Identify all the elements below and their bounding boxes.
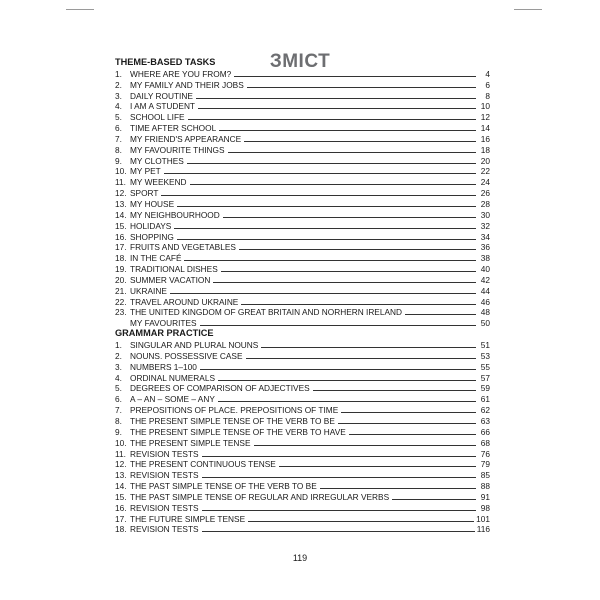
toc-entry-number: 6. <box>115 123 122 134</box>
page-number: 119 <box>292 553 308 563</box>
toc-leader-line <box>213 282 476 283</box>
toc-entry-title: THE PRESENT SIMPLE TENSE <box>130 437 251 448</box>
toc-leader-line <box>177 239 476 240</box>
toc-entry-number: 8. <box>115 416 122 426</box>
toc-leader-line <box>198 108 476 109</box>
toc-entry-number: 7. <box>115 405 122 416</box>
page-title: ЗМІСТ <box>269 50 331 72</box>
toc-entry-title: SUMMER VACATION <box>130 274 211 285</box>
toc-entry[interactable] <box>115 231 490 242</box>
toc-entry-number: 5. <box>115 112 122 123</box>
toc-leader-line <box>228 152 476 153</box>
toc-entry-title: REVISION TESTS <box>130 502 199 513</box>
toc-entry-number: 3. <box>115 90 122 101</box>
toc-entry-number: 12. <box>115 188 127 199</box>
toc-entry-title: MY NEIGHBOURHOOD <box>130 209 220 220</box>
toc-entry[interactable] <box>115 68 490 79</box>
toc-entry[interactable] <box>115 285 490 296</box>
toc-entry-number: 17. <box>115 513 127 524</box>
toc-entry[interactable] <box>115 155 490 166</box>
toc-entry[interactable] <box>115 296 490 307</box>
toc-entry-page: 66 <box>480 426 490 437</box>
toc-entry-page: 55 <box>480 361 490 372</box>
toc-leader-line <box>247 87 476 88</box>
toc-leader-line <box>218 380 476 381</box>
toc-leader-line <box>200 369 476 370</box>
toc-entry[interactable] <box>115 317 490 328</box>
toc-entry-page: 8 <box>485 90 490 101</box>
toc-entry[interactable] <box>115 198 490 209</box>
toc-entry-page: 38 <box>480 253 490 264</box>
toc-leader-line <box>202 456 476 457</box>
toc-entry-number: 3. <box>115 361 122 372</box>
toc-leader-line <box>218 401 476 402</box>
toc-entry[interactable] <box>115 79 490 90</box>
toc-entry-number: 4. <box>115 372 122 383</box>
toc-entry-title: THE UNITED KINGDOM OF GREAT BRITAIN AND NORHERN IRELAND <box>130 307 402 318</box>
toc-entry[interactable] <box>115 274 490 285</box>
toc-leader-line <box>261 347 476 348</box>
toc-entry-page: 79 <box>480 459 490 470</box>
toc-entry-title: TRADITIONAL DISHES <box>130 264 218 275</box>
toc-entry-number: 12. <box>115 459 127 470</box>
toc-entry-page: 116 <box>476 524 490 535</box>
toc-entry-number: 15. <box>115 491 127 502</box>
toc-leader-line <box>196 98 476 99</box>
toc-entry[interactable] <box>115 393 490 404</box>
toc-entry-title: PREPOSITIONS OF PLACE. PREPOSITIONS OF TIME <box>130 405 339 416</box>
toc-leader-line <box>190 184 476 185</box>
toc-entry[interactable] <box>115 242 490 253</box>
toc-entry-number: 2. <box>115 350 122 361</box>
toc-leader-line <box>188 119 476 120</box>
toc-entry-number: 1. <box>115 68 122 79</box>
toc-entry[interactable] <box>115 502 490 513</box>
toc-entry-page: 61 <box>480 394 490 405</box>
toc-entry-title: SHOPPING <box>130 231 174 242</box>
section-heading: GRAMMAR PRACTICE <box>115 328 214 339</box>
toc-entry-title: MY WEEKEND <box>130 177 187 188</box>
toc-entry-title: THE PRESENT CONTINUOUS TENSE <box>130 459 276 470</box>
toc-entry-page: 36 <box>480 242 490 253</box>
toc-entry-page: 12 <box>480 112 490 123</box>
toc-entry[interactable] <box>115 122 490 133</box>
toc-section-list <box>115 339 490 534</box>
toc-entry-page: 62 <box>480 405 490 416</box>
toc-entry[interactable] <box>115 101 490 112</box>
toc-entry-title: WHERE ARE YOU FROM? <box>130 68 232 79</box>
toc-entry[interactable] <box>115 263 490 274</box>
toc-entry-title: A – AN – SOME – ANY <box>130 394 215 405</box>
toc-leader-line <box>164 173 476 174</box>
toc-entry[interactable] <box>115 426 490 437</box>
toc-entry-number: 5. <box>115 383 122 394</box>
toc-entry-number: 18. <box>115 524 127 535</box>
toc-entry-title: MY CLOTHES <box>130 155 184 166</box>
toc-leader-line <box>223 217 476 218</box>
toc-leader-line <box>202 531 475 532</box>
toc-entry[interactable] <box>115 220 490 231</box>
toc-entry-page: 101 <box>476 513 490 524</box>
toc-entry-number: 13. <box>115 470 127 481</box>
toc-entry[interactable] <box>115 524 490 535</box>
toc-entry-title: MY FAVOURITE THINGS <box>130 144 225 155</box>
toc-entry[interactable] <box>115 111 490 122</box>
toc-entry-title: FRUITS AND VEGETABLES <box>130 242 236 253</box>
toc-entry[interactable] <box>115 480 490 491</box>
toc-entry-number: 10. <box>115 166 127 177</box>
toc-entry-title: DAILY ROUTINE <box>130 90 193 101</box>
toc-leader-line <box>248 521 474 522</box>
toc-entry-page: 34 <box>480 231 490 242</box>
toc-entry-page: 22 <box>480 166 490 177</box>
toc-entry-number: 19. <box>115 264 127 275</box>
toc-entry[interactable] <box>115 144 490 155</box>
toc-entry-number: 13. <box>115 198 127 209</box>
toc-entry-number: 11. <box>115 177 126 188</box>
toc-entry-number: 22. <box>115 296 127 307</box>
toc-entry[interactable] <box>115 176 490 187</box>
toc-entry-page: 85 <box>480 470 490 481</box>
toc-leader-line <box>313 390 476 391</box>
toc-entry-page: 32 <box>480 220 490 231</box>
toc-entry-page: 20 <box>480 155 490 166</box>
toc-entry-title: SINGULAR AND PLURAL NOUNS <box>130 340 259 351</box>
toc-entry-title: TRAVEL AROUND UKRAINE <box>130 296 239 307</box>
toc-leader-line <box>244 141 476 142</box>
toc-entry-title: REVISION TESTS <box>130 448 199 459</box>
toc-entry-title: NOUNS. POSSESSIVE CASE <box>130 350 243 361</box>
toc-entry-page: 51 <box>480 340 490 351</box>
toc-entry-page: 10 <box>480 101 490 112</box>
toc-entry-number: 16. <box>115 502 127 513</box>
toc-entry[interactable] <box>115 350 490 361</box>
toc-entry-title: HOLIDAYS <box>130 220 172 231</box>
toc-entry[interactable] <box>115 513 490 524</box>
toc-entry-number: 4. <box>115 101 122 112</box>
toc-entry[interactable] <box>115 448 490 459</box>
toc-entry-page: 57 <box>480 372 490 383</box>
toc-entry-page: 28 <box>480 198 490 209</box>
toc-section-list <box>115 68 490 328</box>
toc-entry-title: SPORT <box>130 188 159 199</box>
toc-entry-title: MY PET <box>130 166 161 177</box>
toc-leader-line <box>239 249 476 250</box>
toc-leader-line <box>219 130 476 131</box>
toc-entry[interactable] <box>115 437 490 448</box>
toc-entry-page: 44 <box>480 285 490 296</box>
toc-leader-line <box>200 325 476 326</box>
toc-entry-title: THE FUTURE SIMPLE TENSE <box>130 513 246 524</box>
toc-leader-line <box>254 445 477 446</box>
toc-leader-line <box>338 423 476 424</box>
toc-leader-line <box>202 510 476 511</box>
toc-entry-page: 14 <box>480 123 490 134</box>
toc-entry-title: UKRAINE <box>130 285 167 296</box>
toc-entry-page: 98 <box>480 502 490 513</box>
toc-entry-number: 17. <box>115 242 127 253</box>
toc-entry-title: SCHOOL LIFE <box>130 112 185 123</box>
toc-entry-page: 30 <box>480 209 490 220</box>
toc-entry-title: TIME AFTER SCHOOL <box>130 123 217 134</box>
toc-entry-number: 21. <box>115 285 127 296</box>
toc-leader-line <box>221 271 476 272</box>
toc-entry-page: 6 <box>485 79 490 90</box>
toc-entry[interactable] <box>115 372 490 383</box>
toc-entry[interactable] <box>115 469 490 480</box>
toc-entry-title: IN THE CAFÉ <box>130 253 182 264</box>
toc-entry-page: 68 <box>480 437 490 448</box>
toc-entry-title: THE PAST SIMPLE TENSE OF THE VERB TO BE <box>130 481 317 492</box>
toc-entry-page: 59 <box>480 383 490 394</box>
toc-entry-title: MY FAVOURITES <box>130 318 197 329</box>
toc-entry-page: 48 <box>480 307 490 318</box>
toc-entry-page: 4 <box>485 68 490 79</box>
toc-entry-page: 40 <box>480 264 490 275</box>
toc-entry[interactable] <box>115 459 490 470</box>
toc-entry-number: 2. <box>115 79 122 90</box>
toc-entry[interactable] <box>115 209 490 220</box>
toc-entry-number: 20. <box>115 274 127 285</box>
toc-entry-number: 9. <box>115 426 122 437</box>
toc-leader-line <box>349 434 476 435</box>
toc-entry-title: MY HOUSE <box>130 198 175 209</box>
toc-entry[interactable] <box>115 187 490 198</box>
toc-entry-number: 15. <box>115 220 127 231</box>
toc-leader-line <box>392 499 476 500</box>
toc-entry-number: 16. <box>115 231 127 242</box>
toc-leader-line <box>174 228 476 229</box>
toc-leader-line <box>234 76 476 77</box>
toc-entry-page: 42 <box>480 274 490 285</box>
toc-leader-line <box>170 293 476 294</box>
toc-entry[interactable] <box>115 491 490 502</box>
toc-entry-title: ORDINAL NUMERALS <box>130 372 215 383</box>
toc-entry-page: 63 <box>480 416 490 426</box>
crop-mark-left <box>66 9 94 10</box>
toc-entry-title: NUMBERS 1–100 <box>130 361 197 372</box>
toc-entry-page: 26 <box>480 188 490 199</box>
toc-entry[interactable] <box>115 252 490 263</box>
toc-entry-number: 14. <box>115 481 127 492</box>
toc-entry[interactable] <box>115 339 490 350</box>
toc-entry[interactable] <box>115 415 490 426</box>
toc-leader-line <box>246 358 476 359</box>
toc-leader-line <box>279 466 476 467</box>
toc-entry-page: 16 <box>480 133 490 144</box>
toc-entry-title: I AM A STUDENT <box>130 101 196 112</box>
toc-leader-line <box>341 412 476 413</box>
toc-entry-number: 23. <box>115 307 127 318</box>
toc-entry[interactable] <box>115 404 490 415</box>
section-heading: THEME-BASED TASKS <box>115 57 216 67</box>
toc-entry-title: REVISION TESTS <box>130 470 199 481</box>
toc-entry-title: DEGREES OF COMPARISON OF ADJECTIVES <box>130 383 310 394</box>
toc-entry-number: 9. <box>115 155 122 166</box>
toc-entry[interactable] <box>115 383 490 394</box>
toc-entry-page: 24 <box>480 177 490 188</box>
toc-entry-number: 8. <box>115 144 122 155</box>
toc-entry-title: MY FRIEND'S APPEARANCE <box>130 133 242 144</box>
crop-mark-right <box>514 9 542 10</box>
toc-leader-line <box>320 488 476 489</box>
toc-entry-number: 7. <box>115 133 122 144</box>
toc-entry-page: 53 <box>480 350 490 361</box>
toc-entry[interactable] <box>115 166 490 177</box>
toc-entry-number: 10. <box>115 437 127 448</box>
toc-entry-page: 18 <box>480 144 490 155</box>
toc-entry[interactable] <box>115 133 490 144</box>
toc-entry-number: 11. <box>115 448 126 459</box>
toc-entry-page: 88 <box>480 481 490 492</box>
toc-leader-line <box>241 304 476 305</box>
toc-entry-page: 50 <box>480 318 490 329</box>
toc-entry-number: 1. <box>115 340 122 351</box>
toc-entry[interactable] <box>115 307 490 318</box>
toc-entry-title: THE PRESENT SIMPLE TENSE OF THE VERB TO BE <box>130 416 335 426</box>
toc-entry-page: 46 <box>480 296 490 307</box>
toc-leader-line <box>184 260 476 261</box>
toc-leader-line <box>202 477 476 478</box>
toc-leader-line <box>187 163 476 164</box>
toc-entry-number: 6. <box>115 394 122 405</box>
toc-entry-page: 91 <box>480 491 490 502</box>
toc-leader-line <box>405 314 476 315</box>
toc-entry-title: THE PAST SIMPLE TENSE OF REGULAR AND IRREGULAR VERBS <box>130 491 390 502</box>
toc-leader-line <box>161 195 476 196</box>
toc-entry-title: MY FAMILY AND THEIR JOBS <box>130 79 244 90</box>
toc-entry-number: 14. <box>115 209 127 220</box>
toc-entry[interactable] <box>115 90 490 101</box>
toc-entry-title: REVISION TESTS <box>130 524 199 535</box>
toc-entry-number: 18. <box>115 253 127 264</box>
toc-leader-line <box>177 206 476 207</box>
table-of-contents <box>115 57 490 534</box>
toc-entry[interactable] <box>115 361 490 372</box>
toc-entry-page: 76 <box>480 448 490 459</box>
toc-entry-title: THE PRESENT SIMPLE TENSE OF THE VERB TO HAVE <box>130 426 346 437</box>
